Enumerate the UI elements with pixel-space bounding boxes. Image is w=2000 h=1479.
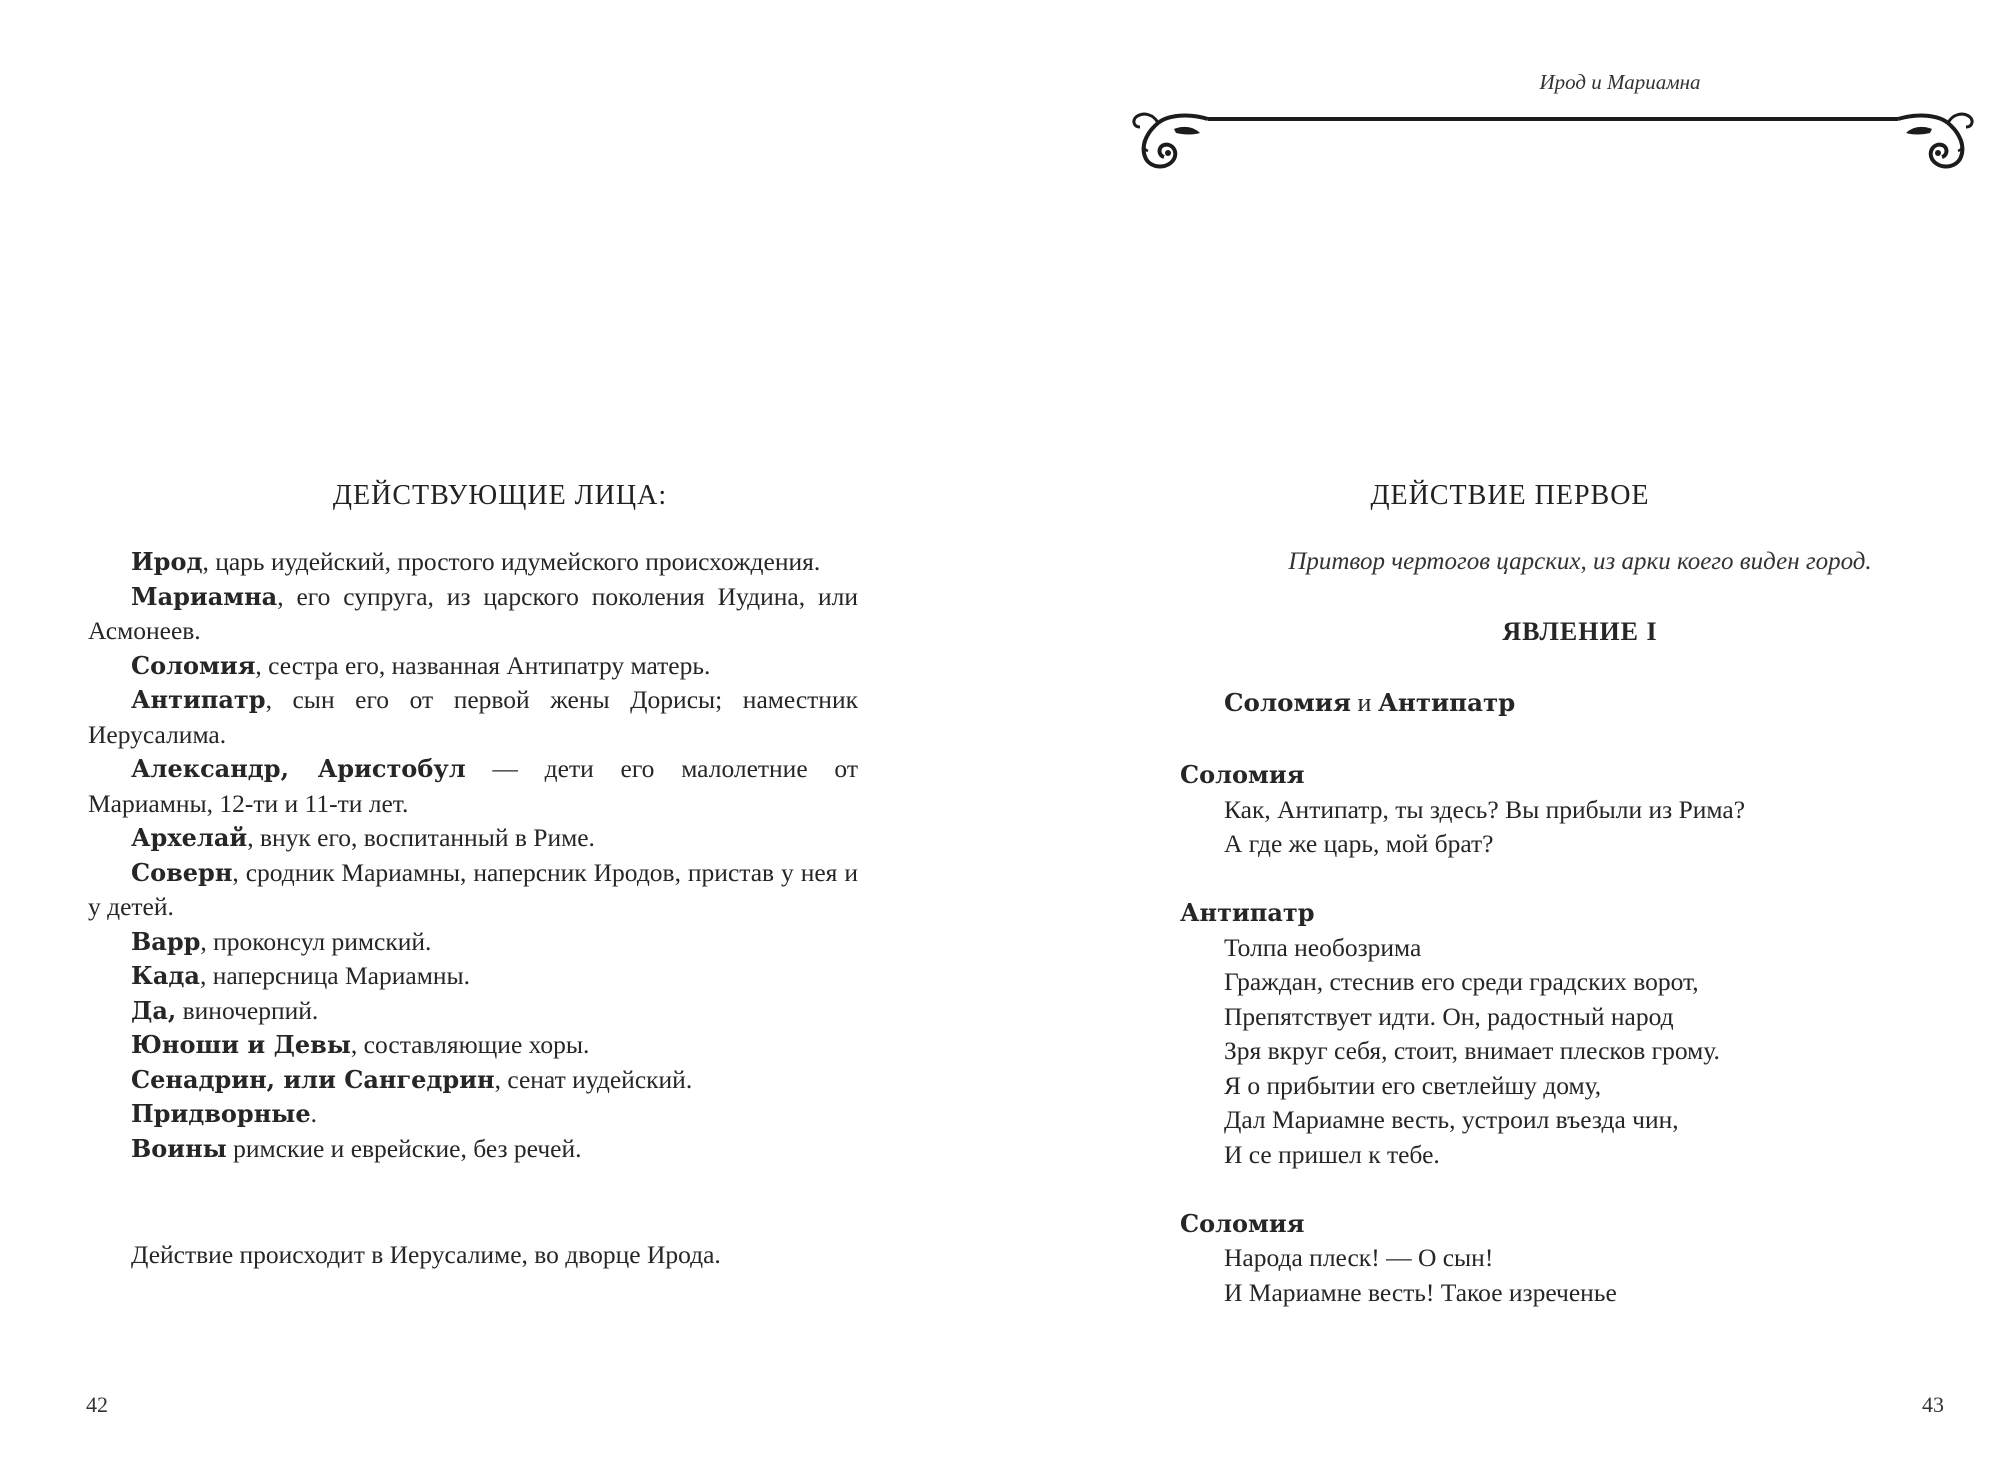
character-name: Соломия bbox=[1224, 688, 1352, 717]
character-name: Антипатр bbox=[1377, 688, 1516, 717]
cast-desc: , составляющие хоры. bbox=[350, 1030, 590, 1059]
cast-desc: , проконсул римский. bbox=[200, 926, 432, 956]
verse-line: И се пришел к тебе. bbox=[1224, 1139, 1440, 1169]
cast-heading: ДЕЙСТВУЮЩИЕ ЛИЦА: bbox=[332, 480, 668, 511]
verse-line: Толпа необозрима bbox=[1224, 932, 1422, 962]
verse-line: Зря вкруг себя, стоит, внимает плесков грому. bbox=[1224, 1036, 1720, 1065]
cast-desc: , сродник Мариамны, наперсник Иродов, пристав у нея и у детей. bbox=[88, 857, 858, 921]
act-title: ДЕЙСТВИЕ ПЕРВОЕ bbox=[1370, 480, 1650, 511]
speaker-name: Соломия bbox=[1180, 760, 1305, 789]
cast-entry bbox=[88, 752, 858, 821]
verse-line: Народа плеск! — О сын! bbox=[1224, 1243, 1494, 1272]
verse-line: Я о прибытии его светлейшу дому, bbox=[1224, 1070, 1602, 1100]
cast-name: Да, bbox=[131, 995, 177, 1025]
cast-name: Сенадрин, или Сангедрин bbox=[131, 1064, 495, 1094]
scene-title: ЯВЛЕНИЕ I bbox=[1502, 617, 1658, 646]
verse-line: А где же царь, мой брат? bbox=[1224, 829, 1494, 858]
speech-block bbox=[1180, 896, 1920, 1172]
verse-line: Препятствует идти. Он, радостный народ bbox=[1224, 1001, 1674, 1031]
flourish-ornament-icon bbox=[1128, 105, 1978, 175]
dialogue bbox=[1180, 758, 1920, 1345]
page-number-left: 42 bbox=[86, 1392, 108, 1417]
cast-name: Ирод bbox=[131, 547, 203, 576]
cast-desc: римские и еврейские, без речей. bbox=[226, 1133, 582, 1163]
cast-name: Соверн bbox=[131, 857, 233, 887]
cast-name: Придворные bbox=[131, 1099, 311, 1128]
stage-direction: Притвор чертогов царских, из арки коего виден город. bbox=[1288, 548, 1872, 575]
cast-entry bbox=[88, 994, 858, 1029]
verse-line: И Мариамне весть! Такое изреченье bbox=[1224, 1277, 1617, 1307]
cast-desc: , внук его, воспитанный в Риме. bbox=[247, 823, 595, 852]
cast-entry bbox=[88, 683, 858, 752]
cast-name: Варр bbox=[131, 926, 201, 956]
running-title: Ирод и Мариамна bbox=[1539, 70, 1701, 94]
cast-entry bbox=[88, 649, 858, 684]
cast-desc: , сын его от первой жены Дорисы; наместник Иерусалима. bbox=[88, 685, 858, 749]
verse-line: Как, Антипатр, ты здесь? Вы прибыли из Рима? bbox=[1224, 794, 1746, 824]
conjunction: и bbox=[1351, 688, 1378, 717]
cast-desc: . bbox=[310, 1099, 317, 1128]
speech-block bbox=[1180, 758, 1920, 862]
cast-entry bbox=[88, 856, 858, 925]
cast-list bbox=[88, 545, 858, 1166]
cast-name: Када bbox=[131, 961, 200, 990]
cast-name: Соломия bbox=[131, 650, 256, 680]
cast-name: Юноши и Девы bbox=[131, 1030, 351, 1059]
cast-name: Архелай bbox=[131, 823, 248, 852]
cast-entry bbox=[88, 821, 858, 856]
speaker-name: Соломия bbox=[1180, 1208, 1305, 1238]
cast-desc: , наперсница Мариамны. bbox=[199, 961, 470, 990]
cast-desc: — дети его малолетние от Мариамны, 12-ти и 11-ти лет. bbox=[88, 754, 858, 818]
cast-entry bbox=[88, 1063, 858, 1098]
cast-name: Мариамна bbox=[131, 581, 278, 611]
page-number-right: 43 bbox=[1922, 1392, 1944, 1417]
cast-desc: виночерпий. bbox=[176, 995, 319, 1025]
cast-desc: , сестра его, названная Антипатру матерь. bbox=[255, 650, 711, 680]
cast-name: Антипатр bbox=[131, 685, 266, 714]
cast-name: Александр, Аристобул bbox=[131, 754, 466, 783]
cast-entry bbox=[88, 925, 858, 960]
cast-entry bbox=[88, 959, 858, 994]
scene-characters bbox=[1224, 688, 1515, 718]
cast-entry bbox=[88, 580, 858, 649]
cast-entry bbox=[88, 545, 858, 580]
right-page bbox=[1000, 0, 2000, 1479]
cast-desc: , сенат иудейский. bbox=[494, 1064, 693, 1094]
cast-name: Воины bbox=[131, 1133, 227, 1163]
speech-block bbox=[1180, 1207, 1920, 1311]
verse-line: Граждан, стеснив его среди градских ворот, bbox=[1224, 967, 1699, 996]
cast-desc: , его супруга, из царского поколения Иудина, или Асмонеев. bbox=[88, 581, 858, 645]
cast-entry bbox=[88, 1097, 858, 1132]
cast-entry bbox=[88, 1028, 858, 1063]
speaker-name: Антипатр bbox=[1180, 898, 1315, 927]
setting-note: Действие происходит в Иерусалиме, во дворце Ирода. bbox=[131, 1240, 721, 1269]
verse-line: Дал Мариамне весть, устроил въезда чин, bbox=[1224, 1105, 1679, 1134]
cast-desc: , царь иудейский, простого идумейского происхождения. bbox=[202, 547, 821, 576]
cast-entry bbox=[88, 1132, 858, 1167]
